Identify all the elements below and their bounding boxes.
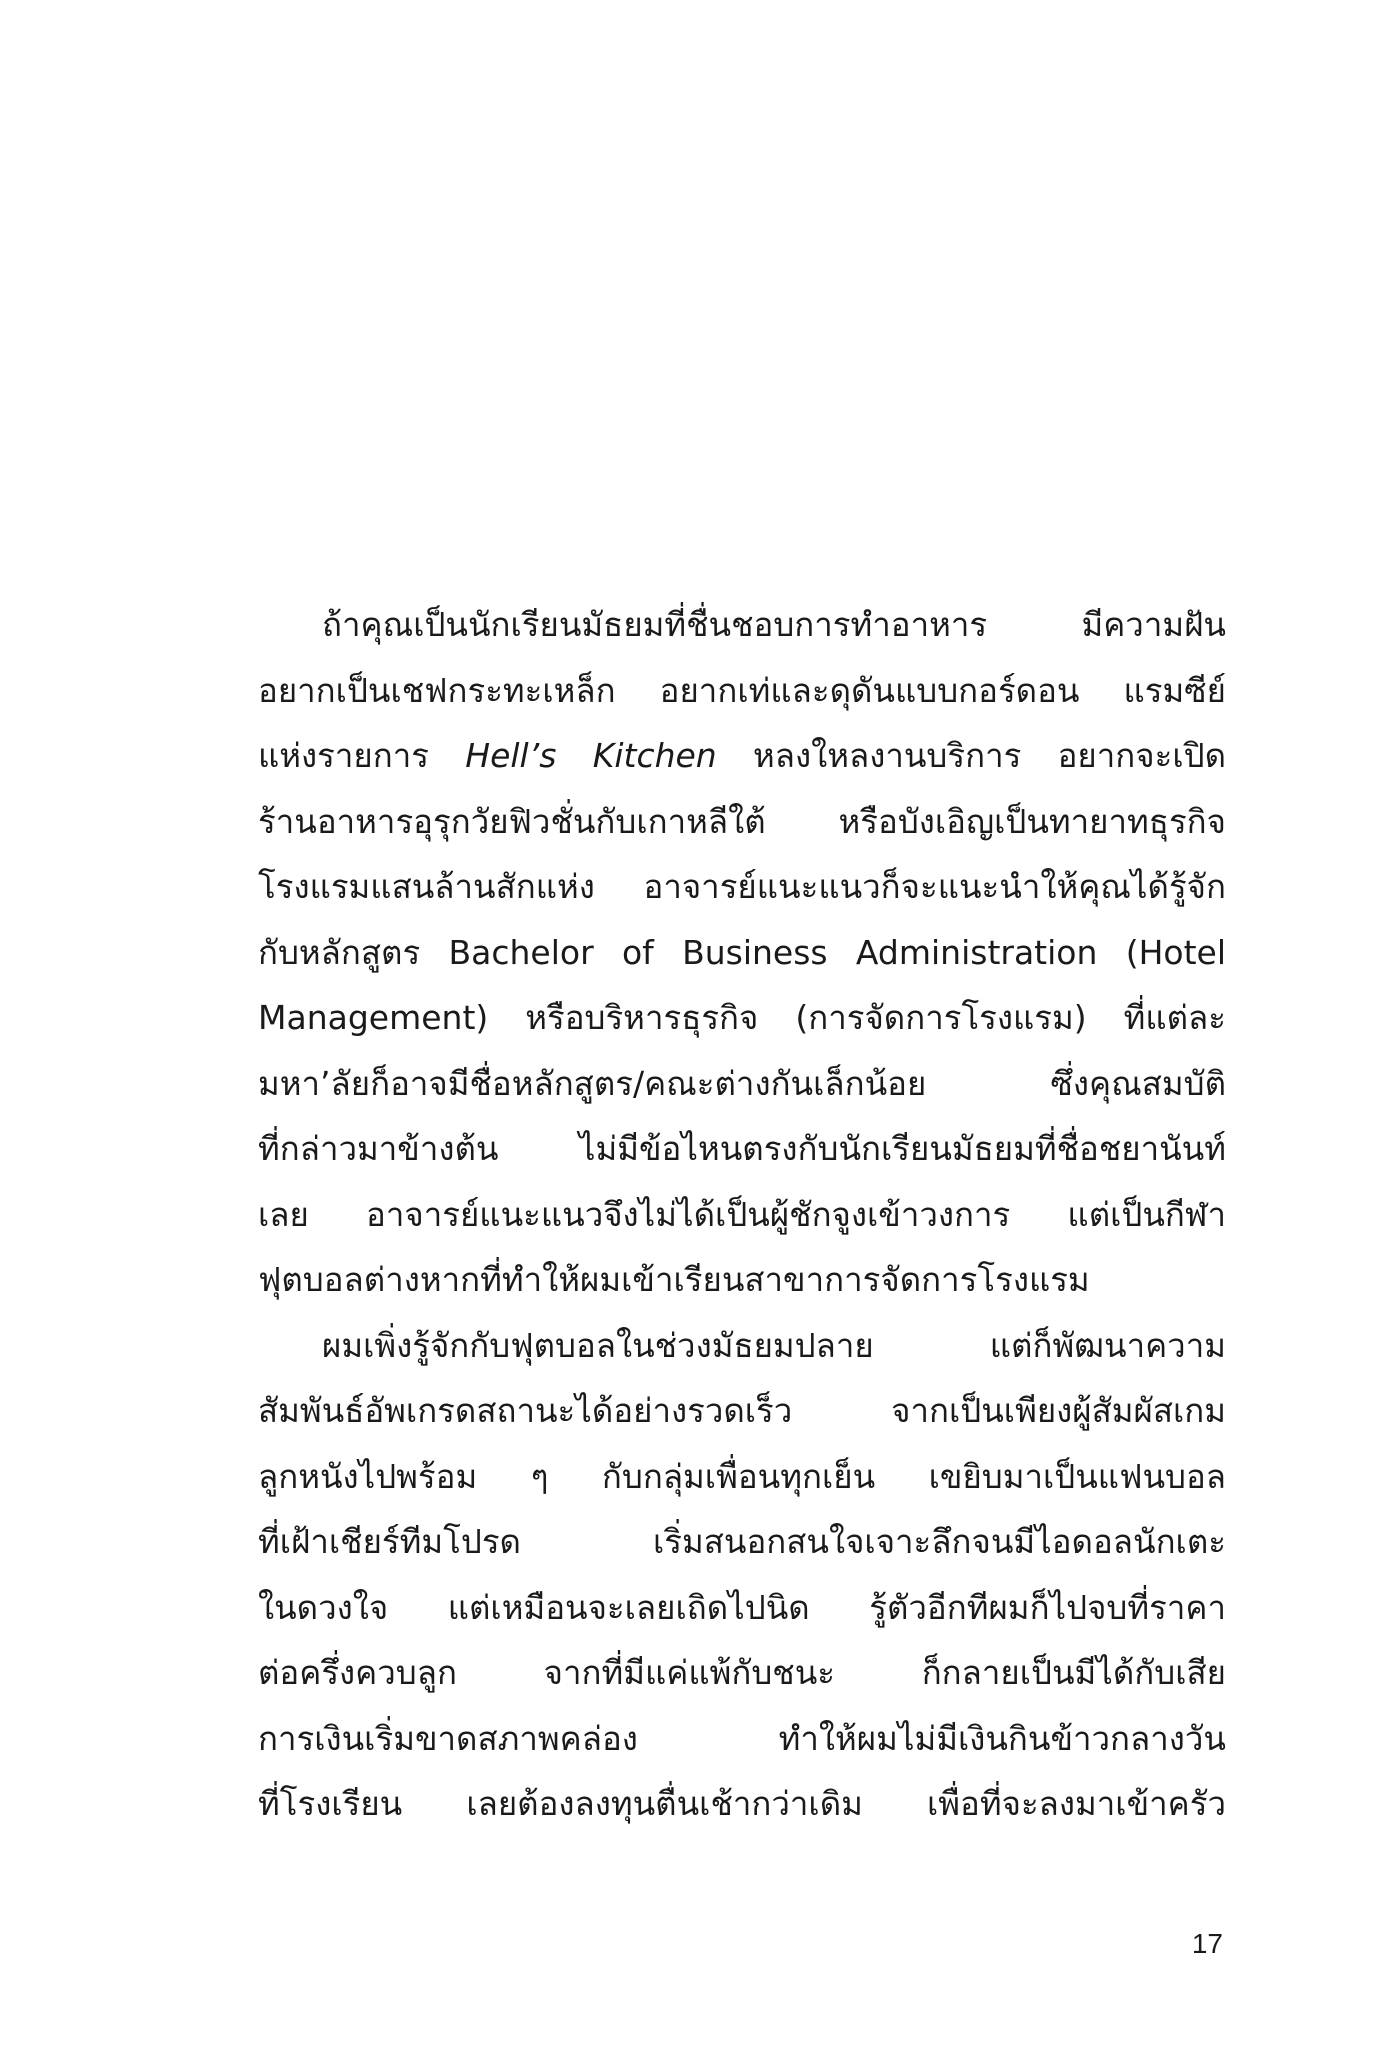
text-line: มหา’ลัยก็อาจมีชื่อหลักสูตร/คณะต่างกันเล็กน้อย ซึ่งคุณสมบัติ — [258, 1063, 1226, 1103]
text-run: หลงใหลงานบริการ อยากจะเปิด — [716, 736, 1226, 775]
text-run: แห่งรายการ — [258, 736, 466, 775]
text-line: ลูกหนังไปพร้อม ๆ กับกลุ่มเพื่อนทุกเย็น เขยิบมาเป็นแฟนบอล — [258, 1456, 1226, 1496]
text-line: โรงแรมแสนล้านสักแห่ง อาจารย์แนะแนวก็จะแนะนำให้คุณได้รู้จัก — [258, 867, 1226, 906]
text-line: ในดวงใจ แต่เหมือนจะเลยเถิดไปนิด รู้ตัวอีกทีผมก็ไปจบที่ราคา — [258, 1587, 1226, 1627]
text-line: กับหลักสูตร Bachelor of Business Administration (Hotel — [258, 932, 1226, 972]
body-text — [258, 592, 1226, 1837]
text-line: การเงินเริ่มขาดสภาพคล่อง ทำให้ผมไม่มีเงินกินข้าวกลางวัน — [258, 1718, 1226, 1758]
text-line: ต่อครึ่งควบลูก จากที่มีแค่แพ้กับชนะ ก็กลายเป็นมีได้กับเสีย — [258, 1653, 1226, 1692]
text-line: ร้านอาหารอุรุกวัยฟิวชั่นกับเกาหลีใต้ หรือบังเอิญเป็นทายาทธุรกิจ — [258, 801, 1226, 841]
text-line: อยากเป็นเชฟกระทะเหล็ก อยากเท่และดุดันแบบกอร์ดอน แรมซีย์ — [258, 670, 1226, 710]
text-line: ฟุตบอลต่างหากที่ทำให้ผมเข้าเรียนสาขาการจัดการโรงแรม — [258, 1260, 1090, 1299]
page-number: 17 — [1191, 1928, 1223, 1959]
text-line: ถ้าคุณเป็นนักเรียนมัธยมที่ชื่นชอบการทำอาหาร มีความฝัน — [322, 605, 1226, 644]
paragraph — [258, 592, 1226, 1313]
text-line: เลย อาจารย์แนะแนวจึงไม่ได้เป็นผู้ชักจูงเข้าวงการ แต่เป็นกีฬา — [258, 1194, 1226, 1234]
paragraph — [258, 1313, 1226, 1837]
text-line: ที่โรงเรียน เลยต้องลงทุนตื่นเช้ากว่าเดิม เพื่อที่จะลงมาเข้าครัว — [258, 1784, 1226, 1823]
text-line: สัมพันธ์อัพเกรดสถานะได้อย่างรวดเร็ว จากเป็นเพียงผู้สัมผัสเกม — [258, 1391, 1226, 1430]
text-line — [258, 723, 1226, 789]
text-line: Management) หรือบริหารธุรกิจ (การจัดการโรงแรม) ที่แต่ละ — [258, 998, 1226, 1037]
text-line: ที่เฝ้าเชียร์ทีมโปรด เริ่มสนอกสนใจเจาะลึกจนมีไอดอลนักเตะ — [258, 1522, 1226, 1561]
text-line: ผมเพิ่งรู้จักกับฟุตบอลในช่วงมัธยมปลาย แต่ก็พัฒนาความ — [322, 1325, 1226, 1365]
text-line: ที่กล่าวมาข้างต้น ไม่มีข้อไหนตรงกับนักเรียนมัธยมที่ชื่อชยานันท์ — [258, 1129, 1226, 1168]
show-title: Hell’s Kitchen — [465, 736, 717, 775]
